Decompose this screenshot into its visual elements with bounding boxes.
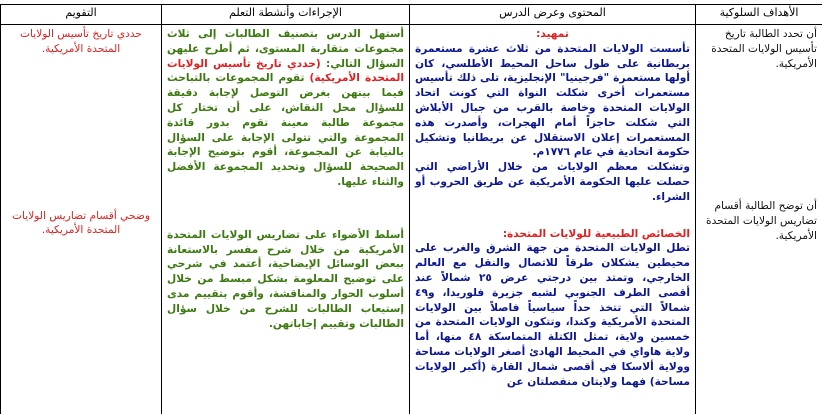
header-objectives: الأهداف السلوكية <box>696 5 822 25</box>
lesson-row <box>1 25 822 414</box>
objective-item-1: أن تحدد الطالبة تاريخ تأسيس الولايات المتحدة الأمريكية. <box>711 28 817 70</box>
evaluation-item-1: حددي تاريخ تأسيس الولايات المتحدة الأمريكية. <box>20 28 142 55</box>
evaluation-cell <box>1 25 162 414</box>
evaluation-item-2: وضحي أقسام تضاريس الولايات المتحدة الأمريكية. <box>12 209 150 237</box>
intro-paragraph-2: وتشكلت معظم الولايات من خلال الأراضي التي حصلت عليها الحكومة الأمريكية عن طريق الحروب أو الشراء. <box>415 161 690 203</box>
header-content: المحتوى وعرض الدرس <box>410 5 696 25</box>
activity-1-body: تقوم المجموعات بالتباحث فيما بينهن بغرض التوصل لإجابة دقيقة للسؤال محل النقاش، على أن تختار كل مجموعة طالبة معينة تقوم بدور قائدة المجموعة والتي تتولى الإجابة على السؤال بالنيابة عن المجموعة، أقوم بتوضيح الإجابة الصحيحة للسؤال وتحديد المجموعة الأفضل والثناء عليها. <box>167 72 404 188</box>
activities-cell <box>162 25 410 414</box>
intro-heading: تمهيد: <box>536 28 569 40</box>
activity-1-intro: أستهل الدرس بتصنيف الطالبات إلى ثلاث مجموعات متقاربة المستوى، ثم أطرح عليهن السؤال التالي: <box>167 28 405 70</box>
content-cell <box>410 25 696 414</box>
natural-features-heading: الخصائص الطبيعية للولايات المتحدة: <box>502 227 690 240</box>
lesson-plan-table <box>0 4 822 414</box>
header-evaluation: التقويم <box>1 5 162 25</box>
intro-paragraph-1: تأسست الولايات المتحدة من ثلاث عشرة مستعمرة بريطانية على طول ساحل المحيط الأطلسي، كان أولها مستعمرة "فرجينيا" الإنجليزية، تلى ذلك تأسيس مستعمرات أخرى شكلت النواة التي كونت اتحاد الولايات المتحدة وخاصة بالقرب من جبال الأبلاش التي شكلت حاجزاً أمام الهجرات، وأصدرت هذه المستعمرات إعلان الاستقلال عن بريطانيا وتشكيل حكومة اتحادية في عام ١٧٧٦م. <box>415 42 690 159</box>
objectives-cell <box>696 25 822 414</box>
objective-item-2: أن توضح الطالبة أقسام تضاريس الولايات المتحدة الأمريكية. <box>706 200 817 242</box>
header-row <box>1 5 822 25</box>
activity-1-question: (حددي تاريخ تأسيس الولايات المتحدة الأمريكية) <box>167 57 404 85</box>
activity-paragraph-1 <box>167 27 404 190</box>
natural-features-paragraph: تطل الولايات المتحدة من جهة الشرق والغرب على محيطين يشكلان طرقاً للاتصال والنقل مع العالم الخارجي، وتمتد بين درجتي عرض ٢٥ شمالاً عند أقصى الطرف الجنوبي لشبه جزيرة فلوريدا، و٤٩ شمالاً التي تتخذ حداً سياسياً فاصلاً بين الولايات المتحدة الأمريكية وكندا، وتتكون الولايات المتحدة من خمسين ولاية، تمثل الكتلة المتماسكة ٤٨ منها، أما ولاية هاواي في المحيط الهادئ أصغر الولايات مساحة وولاية ألاسكا في أقصى شمال القارة (أكبر الولايات مساحة) فهما ولايتان منفصلتان عن <box>415 242 691 388</box>
header-activities: الإجراءات وأنشطة التعلم <box>162 5 410 25</box>
activity-paragraph-2: أسلط الأضواء على تضاريس الولايات المتحدة الأمريكية من خلال شرح مفسر بالاستعانة ببعض الوسائل الإيضاحية، أعتمد في شرحي على توضيح المعلومة بشكل مبسط من خلال أسلوب الحوار والمناقشة، وأقوم بتقييم مدى إستيعاب الطالبات للشرح من خلال سؤال الطالبات وتقييم إجاباتهن. <box>167 228 404 330</box>
